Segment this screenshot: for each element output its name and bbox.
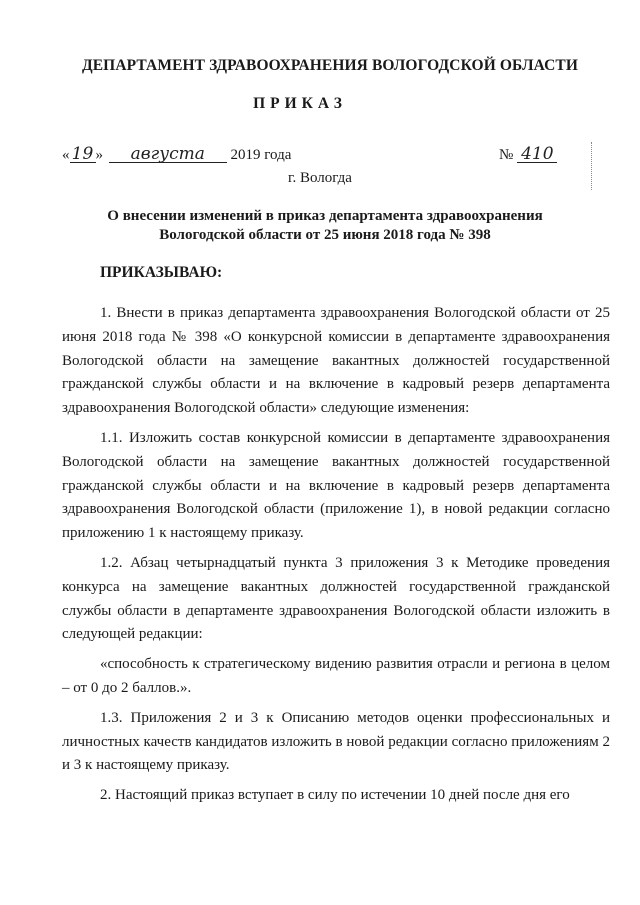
handwritten-number: 410 xyxy=(517,147,557,163)
order-subject xyxy=(90,207,560,245)
number-sign: № xyxy=(499,147,514,163)
date-open-quote: « xyxy=(62,147,70,163)
handwritten-month: августа xyxy=(109,147,227,163)
order-number xyxy=(499,144,557,164)
city-label: г. Вологда xyxy=(288,170,352,186)
department-heading: ДЕПАРТАМЕНТ ЗДРАВООХРАНЕНИЯ ВОЛОГОДСКОЙ ОБЛАСТИ xyxy=(81,57,579,74)
scan-edge-marks xyxy=(591,142,594,190)
paragraph-1-2-quote: «способность к стратегическому видению развития отрасли и региона в целом – от 0 до 2 баллов.». xyxy=(62,656,610,696)
subject-line-1: О внесении изменений в приказ департамента здравоохранения xyxy=(107,208,543,224)
paragraph-1-3: 1.3. Приложения 2 и 3 к Описанию методов оценки профессиональных и личностных качеств кандидатов изложить в новой редакции согласно приложениям 2 и 3 к настоящему приказу. xyxy=(62,709,610,774)
paragraph-1: 1. Внести в приказ департамента здравоохранения Вологодской области от 25 июня 2018 года № 398 «О конкурсной комиссии в департаменте здравоохранения Вологодской области на замещение вакантных должностей государственной гражданской службы области и на включение в кадровый резерв департамента здравоохранения Вологодской области» следующие изменения: xyxy=(62,305,610,417)
paragraph-2: 2. Настоящий приказ вступает в силу по истечении 10 дней после дня его xyxy=(100,787,570,804)
decree-heading: ПРИКАЗЫВАЮ: xyxy=(100,264,223,281)
date-close-quote: » xyxy=(95,147,103,163)
handwritten-day: 19 xyxy=(70,147,96,163)
date-year: 2019 года xyxy=(230,147,292,163)
subject-line-2: Вологодской области от 25 июня 2018 года № 398 xyxy=(159,227,491,243)
order-body xyxy=(62,302,610,814)
document-type-heading: ПРИКАЗ xyxy=(253,95,347,112)
paragraph-1-1: 1.1. Изложить состав конкурсной комиссии в департаменте здравоохранения Вологодской области на замещение вакантных должностей государственной гражданской службы области и на включение в кадровый резерв департамента здравоохранения Вологодской области (приложение 1), в новой редакции согласно приложению 1 к настоящему приказу. xyxy=(62,429,610,542)
paragraph-1-2: 1.2. Абзац четырнадцатый пункта 3 приложения 3 к Методике проведения конкурса на замещение вакантных должностей государственной гражданской службы области в департаменте здравоохранения Вологодской области изложить в следующей редакции: xyxy=(62,554,610,643)
order-date xyxy=(62,144,292,164)
